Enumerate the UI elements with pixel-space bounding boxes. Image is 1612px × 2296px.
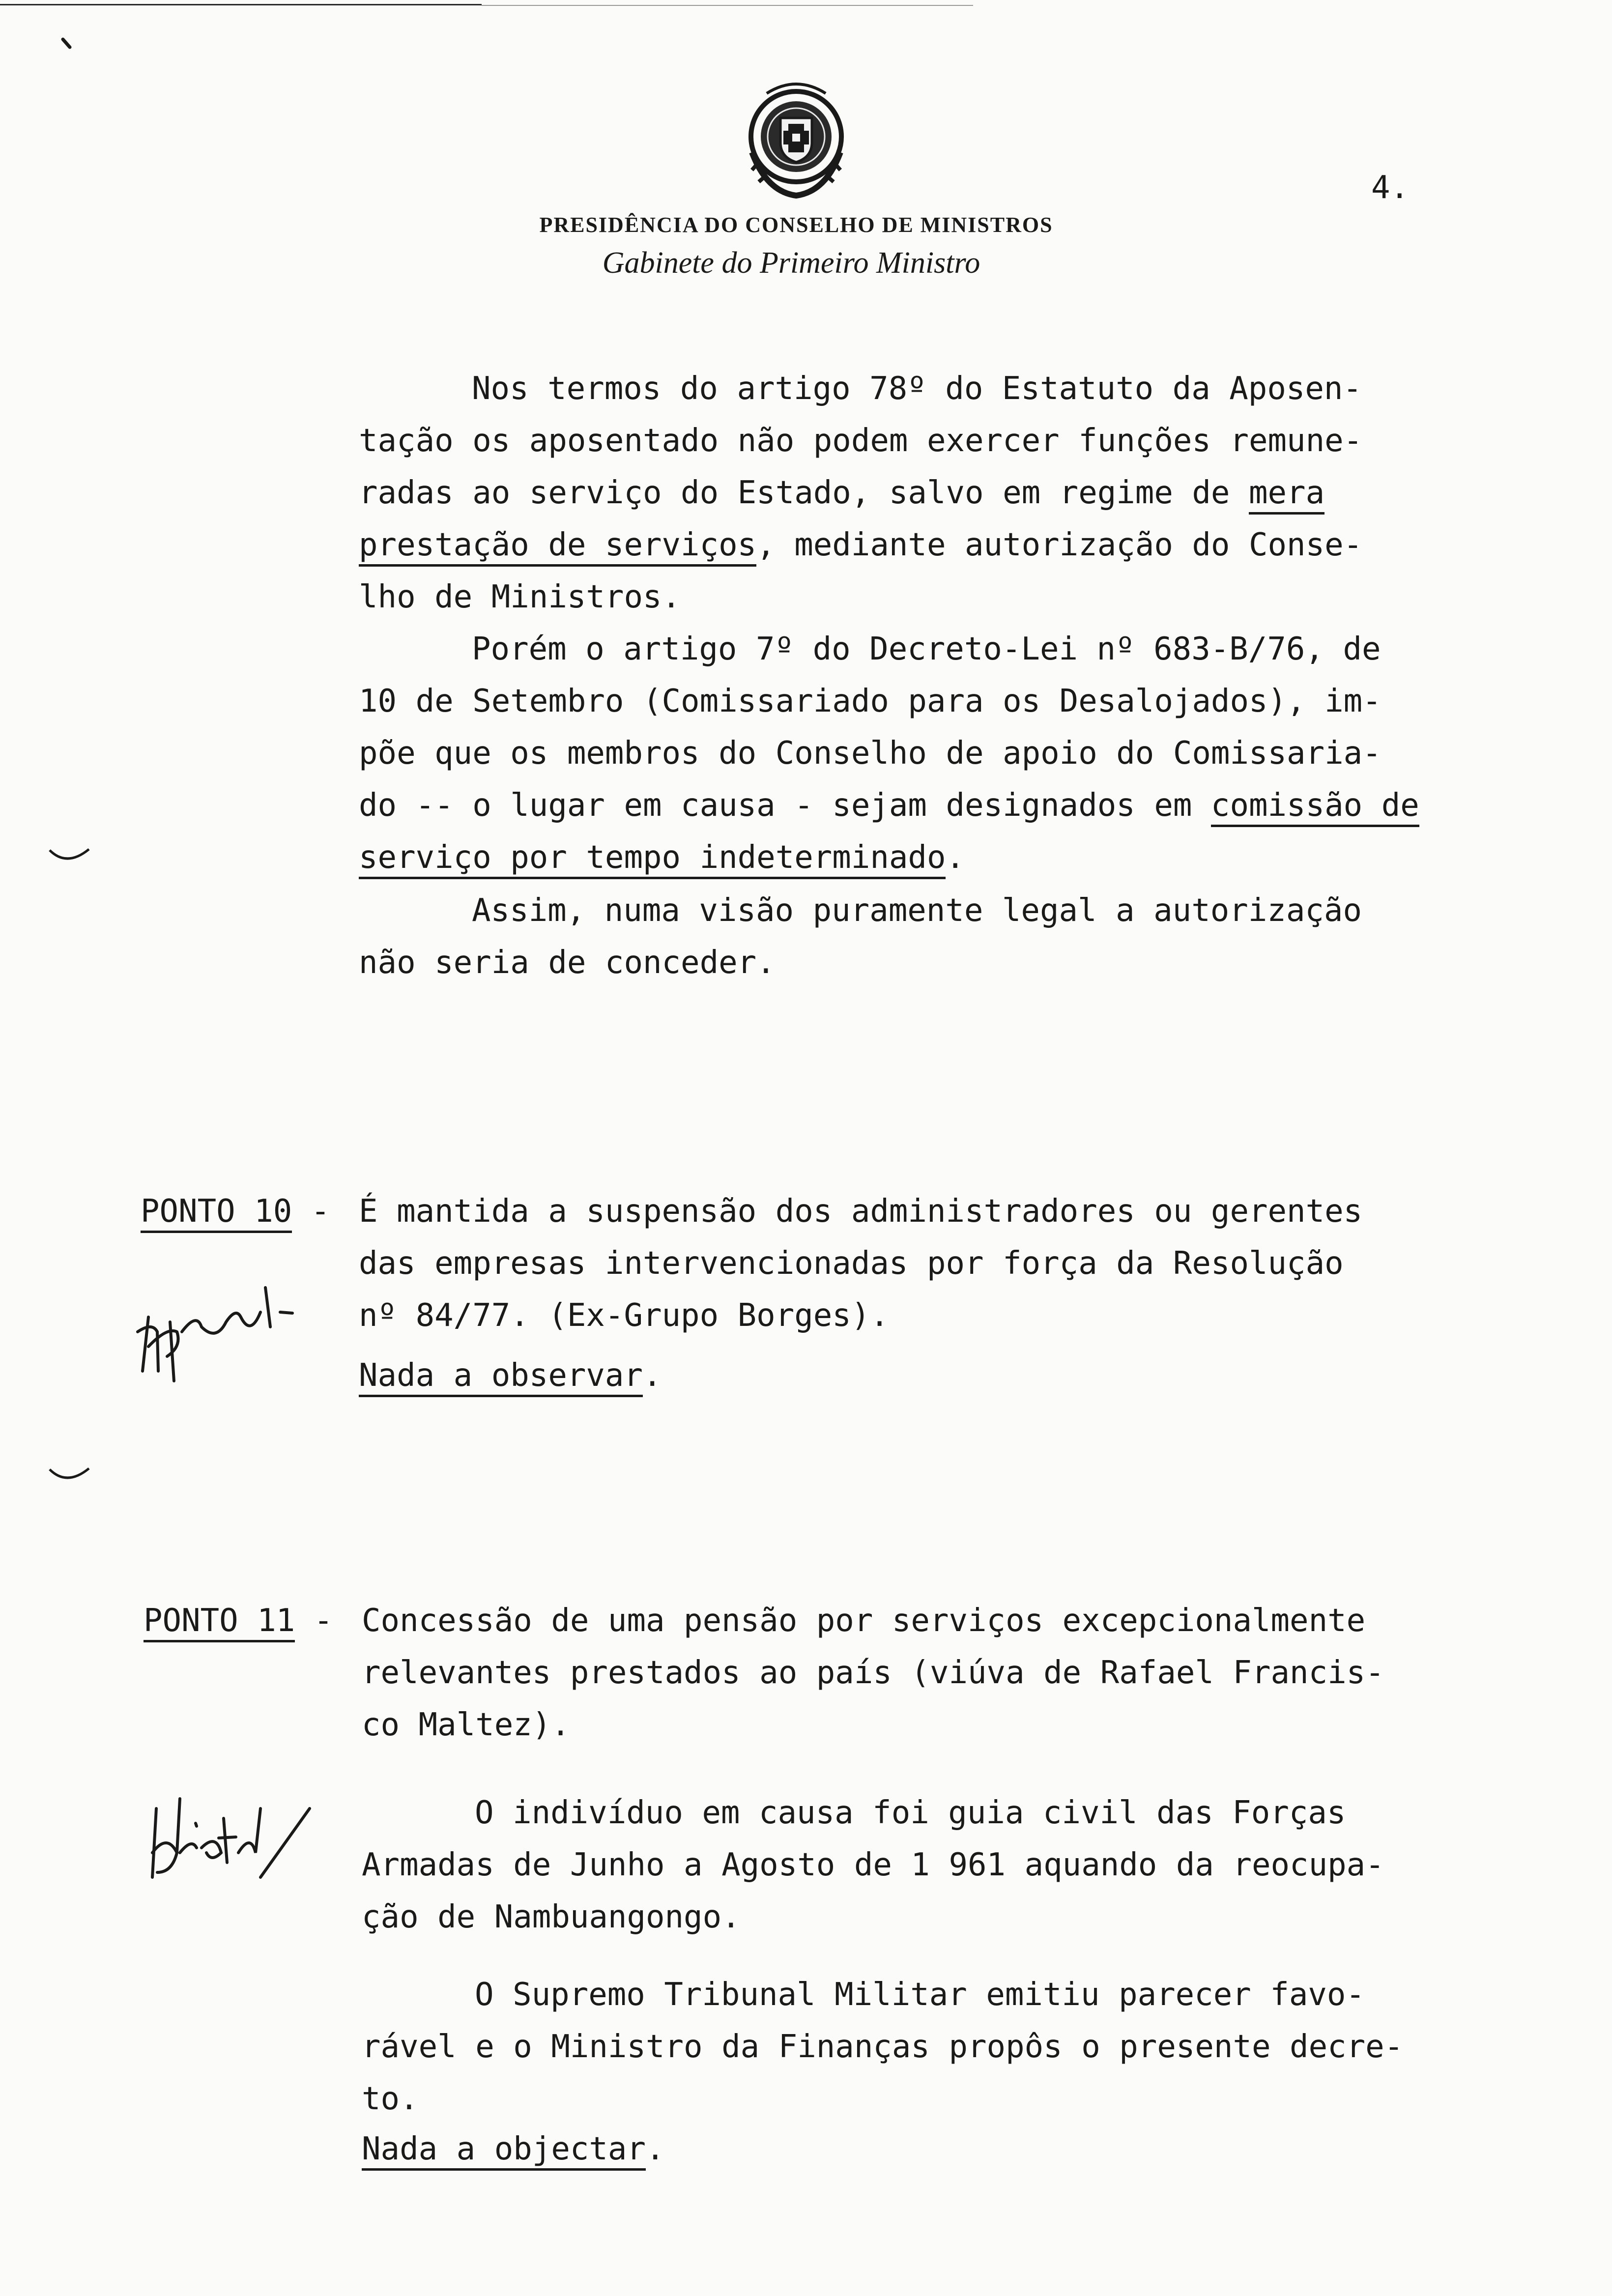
office-subtitle: Gabinete do Primeiro Ministro: [602, 246, 980, 280]
text-line: to.: [362, 2081, 419, 2117]
text-line: lho de Ministros.: [359, 579, 681, 615]
underlined-text: PONTO 10: [141, 1193, 292, 1233]
underlined-text: serviço por tempo indeterminado: [359, 839, 946, 879]
page-number: 4.: [1371, 170, 1410, 206]
text-line: O Supremo Tribunal Militar emitiu parecer favo-: [475, 1977, 1365, 2013]
text-segment: , mediante autorização do Conse-: [756, 527, 1363, 563]
text-line: 10 de Setembro (Comissariado para os Desalojados), im-: [359, 683, 1382, 719]
ponto-10-note: [359, 1349, 662, 1402]
text-line: [359, 832, 1419, 884]
underlined-text: PONTO 11: [144, 1603, 295, 1642]
text-line: tação os aposentado não podem exercer funções remune-: [359, 423, 1363, 459]
label-dash: -: [292, 1193, 330, 1230]
paragraph-individuo: [362, 1787, 1384, 1943]
text-line: co Maltez).: [362, 1707, 570, 1743]
text-segment: do -- o lugar em causa - sejam designados em: [359, 787, 1211, 824]
paragraph-decreto-lei: [359, 623, 1419, 884]
text-line: [359, 519, 1362, 571]
handwritten-annotation-ponto-10: [123, 1258, 300, 1386]
text-line: ção de Nambuangongo.: [362, 1899, 741, 1935]
text-line: das empresas intervencionadas por força da Resolução: [359, 1245, 1344, 1282]
text-line: Nos termos do artigo 78º do Estatuto da Aposen-: [472, 371, 1362, 407]
margin-punch-mark: [47, 845, 91, 870]
underlined-text: Nada a observar: [359, 1357, 643, 1397]
text-segment: radas ao serviço do Estado, salvo em regime de: [359, 475, 1249, 511]
ponto-10-label: [141, 1185, 330, 1237]
paragraph-supremo-tribunal: [362, 1969, 1403, 2125]
text-segment: .: [645, 2131, 665, 2167]
ponto-11-label: [144, 1595, 333, 1647]
text-line: não seria de conceder.: [359, 945, 776, 981]
text-line: relevantes prestados ao país (viúva de Rafael Francis-: [362, 1655, 1384, 1691]
margin-speck: [59, 34, 74, 54]
paragraph-aposentacao: [359, 363, 1362, 623]
text-line: Armadas de Junho a Agosto de 1 961 aquando da reocupa-: [362, 1847, 1384, 1883]
text-segment: .: [642, 1357, 662, 1394]
label-dash: -: [295, 1603, 333, 1639]
underlined-text: prestação de serviços: [359, 527, 756, 567]
text-segment: .: [946, 839, 965, 876]
text-line: põe que os membros do Conselho de apoio do Comissaria-: [359, 735, 1382, 772]
underlined-text: mera: [1249, 475, 1324, 515]
ponto-11-note: [362, 2123, 665, 2175]
underlined-text: Nada a objectar: [362, 2131, 646, 2171]
text-line: rável e o Ministro da Finanças propôs o presente decre-: [362, 2029, 1404, 2065]
organization-name: PRESIDÊNCIA DO CONSELHO DE MINISTROS: [539, 213, 1053, 237]
top-edge-rule-faint: [482, 5, 973, 6]
coat-of-arms-emblem: [737, 79, 855, 201]
text-line: Concessão de uma pensão por serviços excepcionalmente: [362, 1603, 1366, 1639]
underlined-text: comissão de: [1211, 787, 1419, 827]
text-line: É mantida a suspensão dos administradores ou gerentes: [359, 1193, 1363, 1230]
handwritten-annotation-ponto-11: [138, 1779, 315, 1887]
text-line: [359, 467, 1362, 519]
paragraph-conclusao: [359, 885, 1362, 989]
text-line: Porém o artigo 7º do Decreto-Lei nº 683-B/76, de: [472, 631, 1381, 667]
text-line: O indivíduo em causa foi guia civil das Forças: [475, 1795, 1346, 1831]
top-edge-rule: [0, 4, 482, 5]
text-line: nº 84/77. (Ex-Grupo Borges).: [359, 1297, 889, 1334]
ponto-10-body: [359, 1185, 1362, 1342]
text-line: Assim, numa visão puramente legal a autorização: [472, 892, 1362, 929]
ponto-11-body: [362, 1595, 1384, 1751]
margin-punch-mark: [47, 1464, 91, 1489]
text-line: [359, 779, 1419, 832]
